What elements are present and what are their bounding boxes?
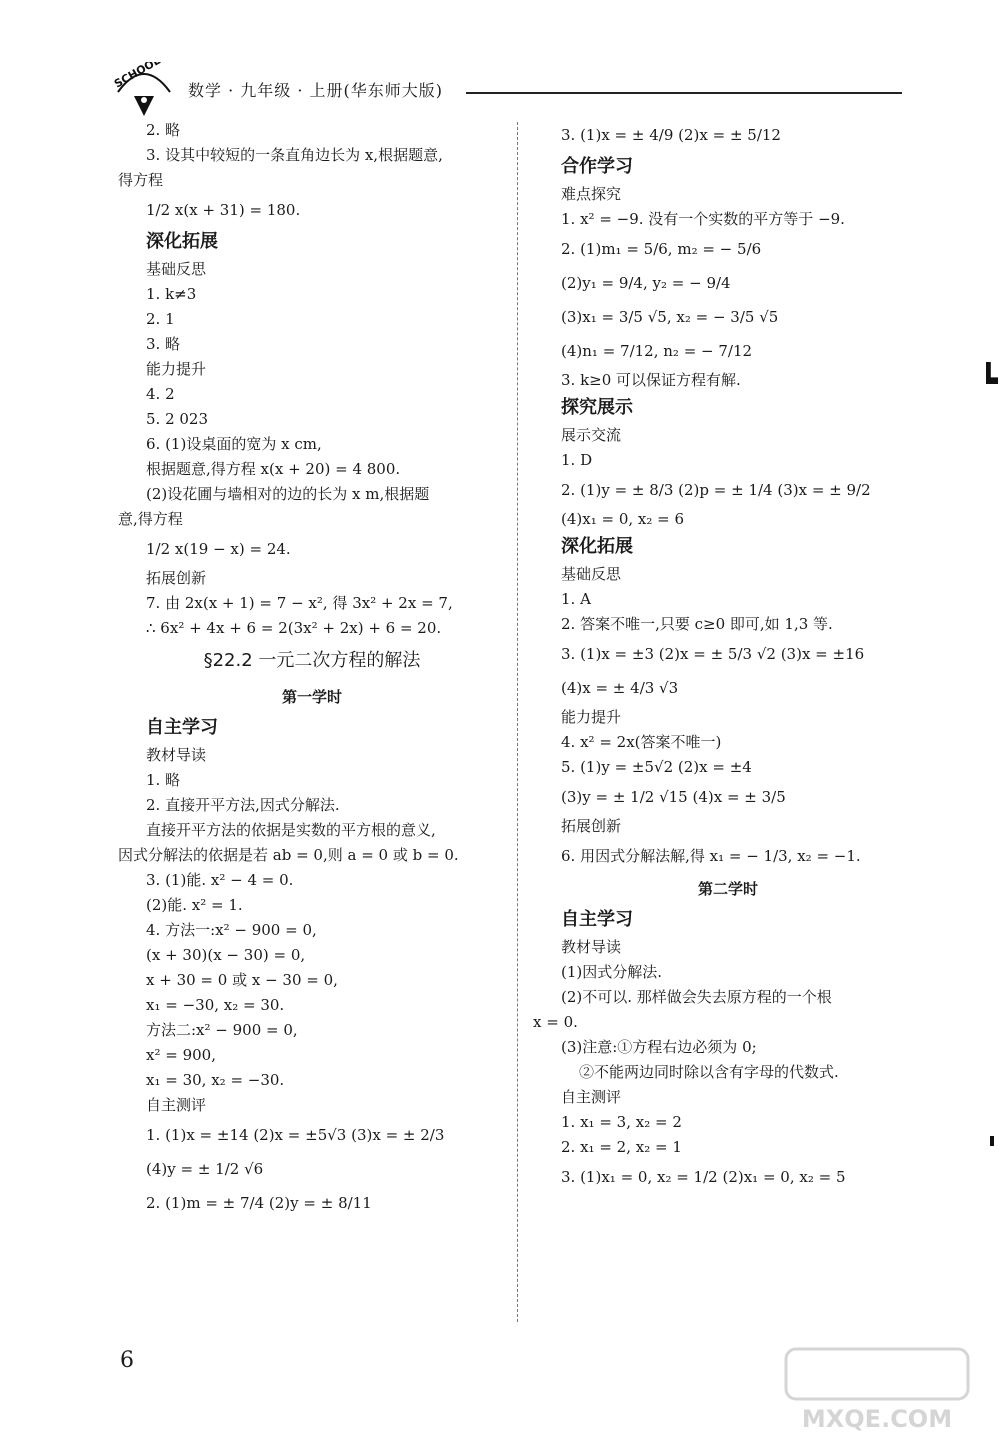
text-line: 4. x² = 2x(答案不唯一) — [561, 733, 722, 751]
text-line: 1. D — [561, 451, 593, 469]
edge-mark — [986, 362, 998, 384]
text-line: x = 0. — [533, 1013, 578, 1031]
section-heading: 难点探究 — [561, 185, 622, 203]
text-line: 3. 略 — [146, 335, 181, 353]
section-heading: 基础反思 — [146, 260, 207, 278]
text-line: (3)x₁ = 3/5 √5, x₂ = − 3/5 √5 — [561, 308, 779, 326]
section-heading: 合作学习 — [561, 156, 633, 177]
text-line: 3. (1)能. x² − 4 = 0. — [146, 871, 294, 889]
text-line: (4)y = ± 1/2 √6 — [146, 1160, 264, 1178]
text-line: 1/2 x(x + 31) = 180. — [146, 201, 301, 219]
text-line: 4. 方法一:x² − 900 = 0, — [146, 921, 317, 939]
section-heading: 第一学时 — [281, 688, 342, 706]
text-line: 2. (1)m₁ = 5/6, m₂ = − 5/6 — [561, 240, 762, 258]
text-line: x₁ = −30, x₂ = 30. — [146, 996, 285, 1014]
text-line: 4. 2 — [146, 385, 175, 403]
text-line: (4)x₁ = 0, x₂ = 6 — [561, 510, 685, 528]
text-line: (3)y = ± 1/2 √15 (4)x = ± 3/5 — [561, 788, 786, 806]
section-heading: 自主测评 — [561, 1088, 622, 1106]
section-heading: 探究展示 — [561, 397, 633, 418]
text-line: 6. (1)设桌面的宽为 x cm, — [146, 435, 322, 453]
text-line: 意,得方程 — [118, 510, 183, 528]
text-line: 1. x₁ = 3, x₂ = 2 — [561, 1113, 682, 1131]
text-line: (1)因式分解法. — [561, 963, 663, 981]
text-line: (2)设花圃与墙相对的边的长为 x m,根据题 — [146, 485, 430, 503]
text-line: 1. A — [561, 590, 591, 608]
text-line: 3. k≥0 可以保证方程有解. — [561, 371, 741, 389]
section-heading: 能力提升 — [146, 360, 207, 378]
text-line: 因式分解法的依据是若 ab = 0,则 a = 0 或 b = 0. — [118, 846, 459, 864]
section-heading: 深化拓展 — [561, 536, 633, 557]
section-heading: 自主测评 — [146, 1096, 207, 1114]
text-line: (2)不可以. 那样做会失去原方程的一个根 — [561, 988, 832, 1006]
section-heading: 自主学习 — [561, 909, 633, 930]
page-number: 6 — [120, 1348, 134, 1373]
text-line: 2. 1 — [146, 310, 175, 328]
text-line: 1. 略 — [146, 771, 181, 789]
text-line: 1. k≠3 — [146, 285, 197, 303]
text-line: 方法二:x² − 900 = 0, — [146, 1021, 298, 1039]
header-rule — [466, 92, 902, 94]
text-line: 1. (1)x = ±14 (2)x = ±5√3 (3)x = ± 2/3 — [146, 1126, 445, 1144]
text-line: 3. (1)x = ± 4/9 (2)x = ± 5/12 — [561, 126, 781, 144]
section-heading: 拓展创新 — [561, 817, 622, 835]
edge-dot — [990, 1136, 994, 1146]
text-line: 5. 2 023 — [146, 410, 209, 428]
text-line: 6. 用因式分解法解,得 x₁ = − 1/3, x₂ = −1. — [561, 847, 861, 865]
text-line: x₁ = 30, x₂ = −30. — [146, 1071, 285, 1089]
left-column — [118, 118, 506, 1220]
section-heading: §22.2 一元二次方程的解法 — [203, 650, 421, 671]
watermark-text: MXQE.COM — [801, 1405, 953, 1433]
text-line: 3. (1)x = ±3 (2)x = ± 5/3 √2 (3)x = ±16 — [561, 645, 865, 663]
text-line: 根据题意,得方程 x(x + 20) = 4 800. — [146, 460, 401, 478]
text-line: (4)n₁ = 7/12, n₂ = − 7/12 — [561, 342, 753, 360]
section-heading: 拓展创新 — [146, 569, 207, 587]
section-heading: 基础反思 — [561, 565, 622, 583]
text-line: 1/2 x(19 − x) = 24. — [146, 540, 291, 558]
text-line: 7. 由 2x(x + 1) = 7 − x², 得 3x² + 2x = 7, — [146, 594, 453, 612]
text-line: 2. 答案不唯一,只要 c≥0 即可,如 1,3 等. — [561, 615, 833, 633]
text-line: (2)能. x² = 1. — [146, 896, 243, 914]
text-line: ②不能两边同时除以含有字母的代数式. — [579, 1063, 839, 1081]
section-heading: 展示交流 — [561, 426, 622, 444]
text-line: 5. (1)y = ±5√2 (2)x = ±4 — [561, 758, 752, 776]
school-logo — [108, 62, 180, 122]
section-heading: 第二学时 — [697, 880, 758, 898]
section-heading: 深化拓展 — [146, 231, 218, 252]
text-line: 2. (1)y = ± 8/3 (2)p = ± 1/4 (3)x = ± 9/2 — [561, 481, 871, 499]
text-line: 2. (1)m = ± 7/4 (2)y = ± 8/11 — [146, 1194, 372, 1212]
right-column — [533, 118, 923, 1194]
section-heading: 教材导读 — [561, 938, 622, 956]
text-line: (4)x = ± 4/3 √3 — [561, 679, 679, 697]
text-line: 3. (1)x₁ = 0, x₂ = 1/2 (2)x₁ = 0, x₂ = 5 — [561, 1168, 846, 1186]
text-line: 直接开平方法的依据是实数的平方根的意义, — [146, 821, 436, 839]
column-divider — [517, 122, 518, 1322]
header-title: 数学 · 九年级 · 上册(华东师大版) — [188, 81, 444, 100]
text-line: x + 30 = 0 或 x − 30 = 0, — [146, 971, 338, 989]
section-heading: 教材导读 — [146, 746, 207, 764]
text-line: x² = 900, — [146, 1046, 216, 1064]
text-line: ∴ 6x² + 4x + 6 = 2(3x² + 2x) + 6 = 20. — [146, 619, 442, 637]
logo-text: SCHOOL — [112, 62, 163, 91]
section-heading: 自主学习 — [146, 717, 218, 738]
text-line: (x + 30)(x − 30) = 0, — [146, 946, 306, 964]
section-heading: 能力提升 — [561, 708, 622, 726]
text-line: 3. 设其中较短的一条直角边长为 x,根据题意, — [146, 146, 443, 164]
text-line: (2)y₁ = 9/4, y₂ = − 9/4 — [561, 274, 731, 292]
text-line: (3)注意:①方程右边必须为 0; — [561, 1038, 757, 1056]
text-line: 得方程 — [118, 171, 164, 189]
text-line: 2. 略 — [146, 121, 181, 139]
text-line: 2. x₁ = 2, x₂ = 1 — [561, 1138, 682, 1156]
watermark-logo — [782, 1345, 972, 1435]
text-line: 1. x² = −9. 没有一个实数的平方等于 −9. — [561, 210, 845, 228]
text-line: 2. 直接开平方法,因式分解法. — [146, 796, 340, 814]
